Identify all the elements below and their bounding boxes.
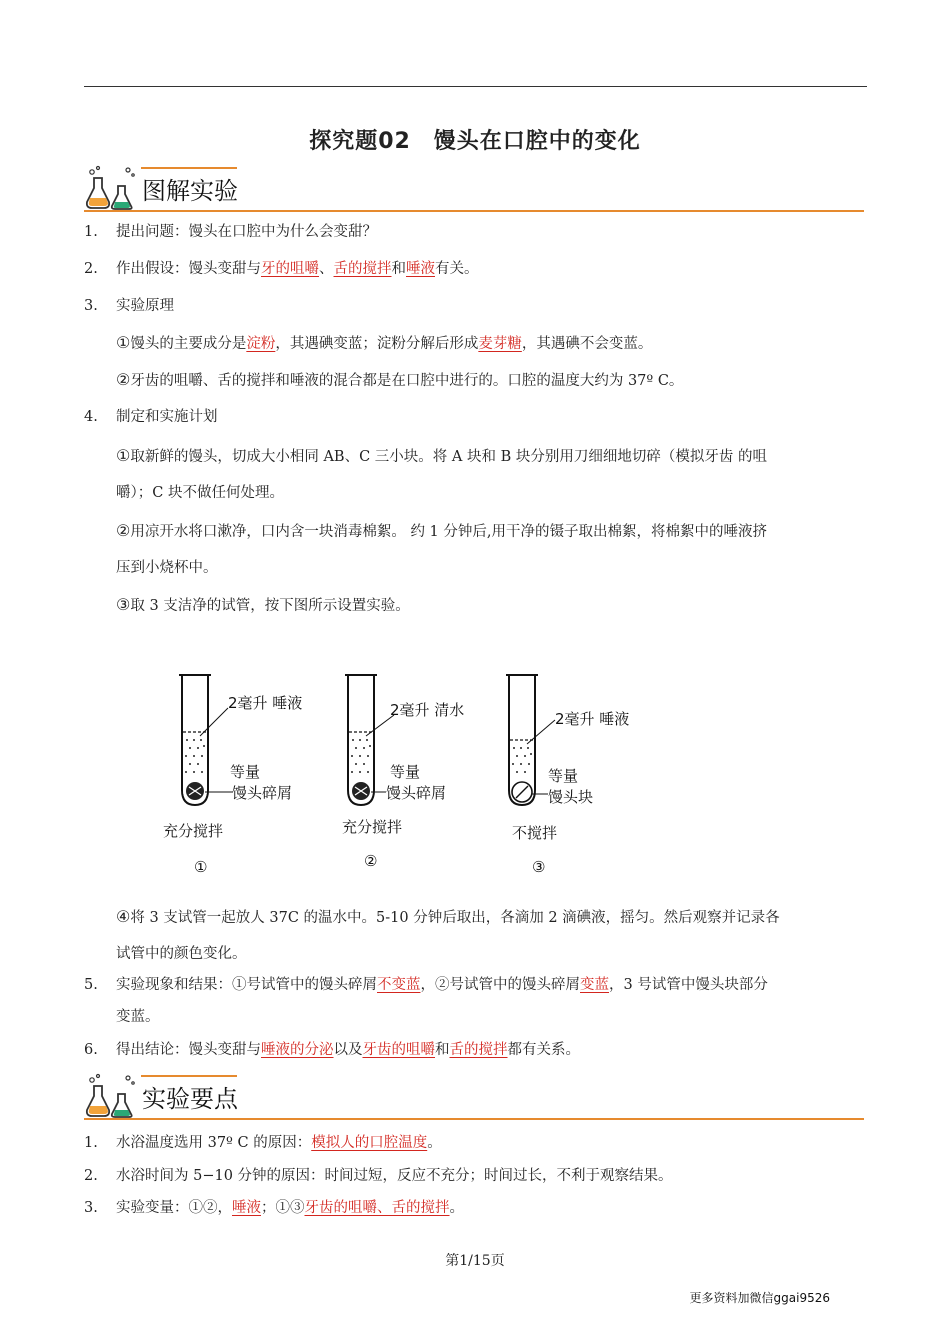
answer-blank: 唾液	[232, 1200, 261, 1216]
page-title: 探究题02 馒头在口腔中的变化	[309, 129, 641, 154]
test-tube-3	[506, 675, 629, 876]
plan-step-1: ①取新鲜的馒头，切成大小相同 AB、C 三小块。将 A 块和 B 块分别用刀细细地切碎（模拟牙齿 的咀	[116, 446, 767, 465]
answer-blank: 模拟人的口腔温度	[311, 1135, 428, 1151]
point-number: 1.	[84, 1135, 98, 1151]
header-underline	[84, 210, 864, 212]
header-rule	[84, 86, 867, 87]
item-number: 1.	[84, 224, 98, 240]
plan-step-4: ④将 3 支试管一起放人 37C 的温水中。5-10 分钟后取出，各滴加 2 滴碘液，摇匀。然后观察并记录各	[116, 907, 780, 926]
tube-3-solid-label-2: 馒头块	[548, 788, 594, 806]
test-tube-figure	[150, 660, 700, 885]
header-underline	[84, 1118, 864, 1120]
tube-1-number: ①	[194, 858, 208, 876]
page-number: 第1/15页	[445, 1253, 505, 1269]
answer-blank: 不变蓝	[377, 977, 421, 993]
point-1: 水浴温度选用 37º C 的原因：模拟人的口腔温度。	[116, 1135, 442, 1151]
item-text: 实验原理	[116, 298, 174, 314]
answer-blank: 变蓝	[580, 977, 609, 993]
item-text: 制定和实施计划	[116, 409, 218, 425]
item-number: 2.	[84, 261, 98, 277]
section-title: 实验要点	[142, 1085, 238, 1113]
tube-3-solid-label-1: 等量	[548, 767, 579, 785]
point-number: 3.	[84, 1200, 98, 1216]
tube-3-action: 不搅拌	[512, 824, 558, 842]
plan-step-1-cont: 嚼）；C 块不做任何处理。	[116, 485, 284, 501]
point-2: 水浴时间为 5−10 分钟的原因：时间过短，反应不充分；时间过长，不利于观察结果。	[116, 1168, 673, 1184]
plan-step-2: ②用凉开水将口漱净，口内含一块消毒棉絮。 约 1 分钟后,用干净的镊子取出棉絮，将棉絮中的唾液挤	[116, 521, 768, 540]
tube-2-liquid-label: 2毫升 清水	[390, 701, 465, 719]
plan-step-2-cont: 压到小烧杯中。	[116, 560, 218, 576]
principle-1: ①馒头的主要成分是淀粉，其遇碘变蓝；淀粉分解后形成麦芽糖，其遇碘不会变蓝。	[116, 333, 653, 352]
tube-3-number: ③	[532, 858, 546, 876]
point-number: 2.	[84, 1168, 98, 1184]
plan-step-3: ③取 3 支洁净的试管，按下图所示设置实验。	[116, 595, 410, 614]
tube-2-solid-label-1: 等量	[390, 763, 421, 781]
section-header-illustrated-experiment	[84, 164, 864, 212]
flask-icon	[84, 164, 140, 212]
tube-1-action: 充分搅拌	[163, 822, 224, 840]
tube-2-action: 充分搅拌	[342, 818, 403, 836]
tube-1-solid-label-2: 馒头碎屑	[232, 784, 293, 802]
tube-2-solid-label-2: 馒头碎屑	[386, 784, 447, 802]
section-title: 图解实验	[142, 177, 238, 205]
answer-blank: 淀粉	[246, 336, 276, 352]
tube-1-solid-label-1: 等量	[230, 763, 261, 781]
answer-blank: 舌的搅拌	[333, 261, 392, 277]
answer-blank: 牙齿的咀嚼、舌的搅拌	[304, 1200, 450, 1216]
item-text: 提出问题：馒头在口腔中为什么会变甜？	[116, 224, 377, 240]
plan-step-4-cont: 试管中的颜色变化。	[116, 946, 247, 962]
item-number: 3.	[84, 298, 98, 314]
header-accent-line	[141, 1075, 237, 1077]
watermark-text: 更多资料加微信ggai9526	[689, 1291, 830, 1305]
answer-blank: 麦芽糖	[478, 336, 522, 352]
result-text-cont: 变蓝。	[116, 1009, 160, 1025]
item-number: 6.	[84, 1042, 98, 1058]
test-tube-1	[163, 675, 302, 876]
conclusion-text: 得出结论：馒头变甜与唾液的分泌以及牙齿的咀嚼和舌的搅拌都有关系。	[116, 1042, 580, 1058]
header-accent-line	[141, 167, 237, 169]
result-text: 实验现象和结果：①号试管中的馒头碎屑不变蓝，②号试管中的馒头碎屑变蓝，3 号试管中馒头块部分	[116, 977, 768, 993]
item-number: 5.	[84, 977, 98, 993]
answer-blank: 舌的搅拌	[449, 1042, 508, 1058]
tube-1-liquid-label: 2毫升 唾液	[228, 694, 303, 712]
point-3: 实验变量：①②，唾液；①③牙齿的咀嚼、舌的搅拌。	[116, 1200, 464, 1216]
test-tube-2	[342, 675, 464, 870]
item-number: 4.	[84, 409, 98, 425]
principle-2: ②牙齿的咀嚼、舌的搅拌和唾液的混合都是在口腔中进行的。口腔的温度大约为 37º C。	[116, 370, 684, 389]
tube-2-number: ②	[364, 852, 378, 870]
hypothesis-text: 作出假设：馒头变甜与牙的咀嚼、舌的搅拌和唾液有关。	[116, 261, 479, 277]
tube-3-liquid-label: 2毫升 唾液	[555, 710, 630, 728]
answer-blank: 牙的咀嚼	[261, 261, 319, 277]
section-header-key-points	[84, 1072, 864, 1120]
flask-icon	[84, 1072, 140, 1120]
answer-blank: 牙齿的咀嚼	[362, 1042, 435, 1058]
answer-blank: 唾液的分泌	[261, 1042, 334, 1058]
answer-blank: 唾液	[406, 261, 435, 277]
